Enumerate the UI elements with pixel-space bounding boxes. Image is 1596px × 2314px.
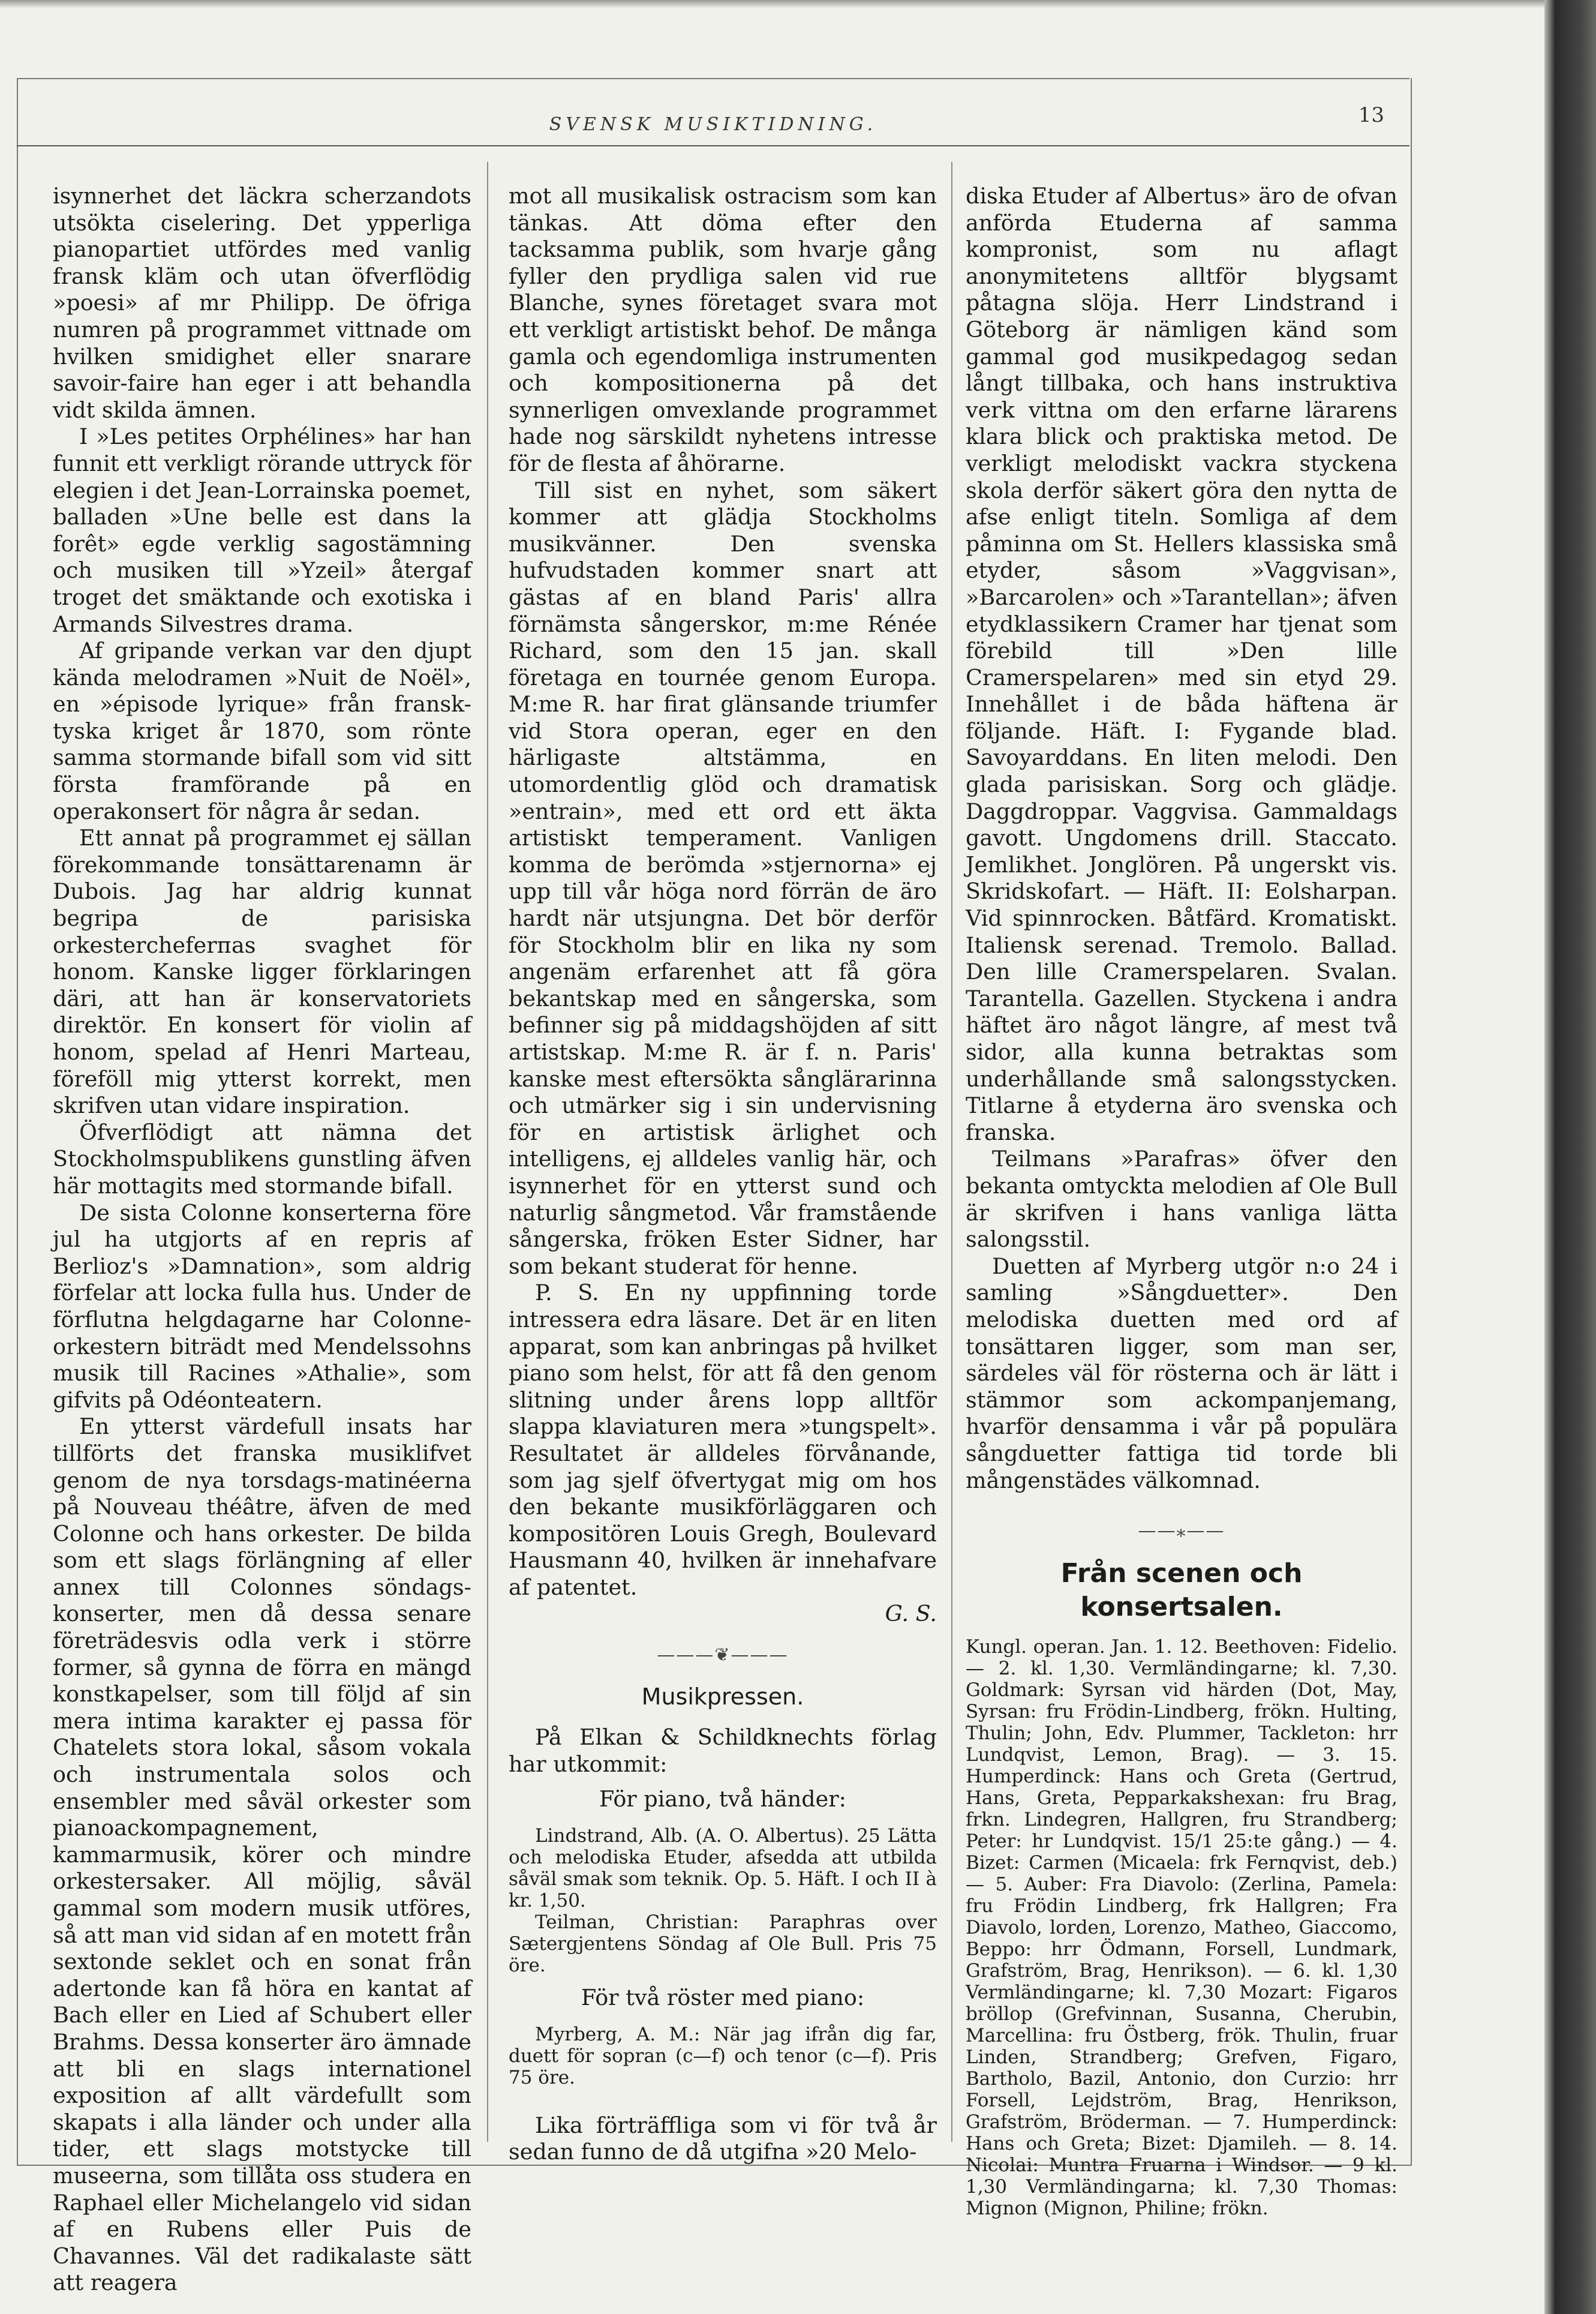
ornament-divider: ———❦——— (657, 1644, 789, 1666)
page-number: 13 (1358, 103, 1384, 127)
subhead-voices: För två röster med piano: (581, 1985, 865, 2011)
column-1 (53, 183, 471, 2297)
col3-paragraph-1: diska Etuder af Albertus» äro de ofvan anförda Etuderna af samma kompronist, som nu aflagt anonymitetens alltför blygsamt påtagna slöja. Herr Lindstrand i Göteborg är nämligen känd som gammal god musikpedagog sedan långt tillbaka, och hans instruktiva verk vittna om den erfarne lärarens klara blick och praktiska metod. De verkligt melodiskt vackra styckena skola derför säkert göra den nytta de afse enligt titeln. Somliga af dem påminna om St. Hellers klassiska små etyder, såsom »Vaggvisan», »Barcarolen» och »Tarantellan»; äfven etydklassikern Cramer har tjenat som förebild till »Den lille Cramerspelaren» med sin etyd 29. Innehållet i de båda häftena är följande. Häft. I: Fygande blad. Savoyarddans. En liten melodi. Den glada parisiskan. Sorg och glädje. Daggdroppar. Vaggvisa. Gammaldags gavott. Ungdomens drill. Staccato. Jemlikhet. Jonglören. På ungerskt vis. Skridskofart. — Häft. II: Eolsharpan. Vid spinnrocken. Båtfärd. Kromatiskt. Italiensk serenad. Tremolo. Ballad. Den lille Cramerspelaren. Svalan. Tarantella. Gazellen. Styckena i andra häftet äro något längre, af mest två sidor, alla kunna betraktas som underhållande små salongsstycken. Titlarne å etyderna äro svenska och franska. (966, 183, 1397, 1145)
col1-paragraph-3: Af gripande verkan var den djupt kända melodramen »Nuit de Noël», en »épisode lyrique» från fransk-tyska kriget år 1870, som rönte sammа stormande bifall som vid sitt första framförande på en operakonsert för några år sedan. (53, 638, 471, 824)
col1-paragraph-7: En ytterst värdefull insats har tillförts det franska musiklifvet genom de nya torsdags-matinéerna på Nouveau théâtre, äfven de med Colonne och hans orkester. De bilda som ett slags förlängning af eller annex till Colonnes söndags-konserter, men då dessa senare företrädesvis odla verk i större former, så gynna de förra en mängd konstkapelser, som till följd af sin mera intima karakter ej passa för Chatelets stora lokal, såsom vokala och instrumentala solos och ensembler med såväl orkester som pianoackompagnement, kammarmusik, körer och mindre orkestersaker. All möjlig, såväl gammal som modern musik utföres, så att man vid sidan af en motett från sextonde seklet och en sonat från adertonde kan få höra en kantat af Bach eller en Lied af Schubert eller Brahms. Dessa konserter äro ämnade att bli en slags internationel exposition af allt värdefullt som skapats i alla länder och under alla tider, ett slags motstycke till museerna, som tillåta oss studera en Raphael eller Michelangelo vid sidan af en Rubens eller Puis de Chavannes. Väl det radikalaste sätt att reagera (53, 1413, 471, 2296)
col1-paragraph-4: Ett annat på programmet ej sällan förekommande tonsättarenamn är Dubois. Jag har aldrig kunnat begripa de parisiska orkestercheferпas svaghet för honom. Kanske ligger förklaringen däri, att han är konservatoriets direktör. En konsert för violin af honom, spelad af Henri Marteau, föreföll mig ytterst korrekt, men skrifven utan vidare inspiration. (53, 825, 471, 1119)
musikpressen-intro: På Elkan & Schildknechts förlag har utkommit: (509, 1724, 937, 1777)
column-3 (966, 183, 1397, 2219)
subhead-piano: För piano, två händer: (599, 1786, 846, 1812)
col2-paragraph-2: Till sist en nyhet, som säkert kommer att glädja Stockholms musikvänner. Den svenska hufvudstaden kommer snart att gästas af en bland Paris' allra förnämsta sångerskor, m:me Rénée Richard, som den 15 jan. skall företaga en tournée genom Europa. M:me R. har firat glänsande triumfer vid Stora operan, eger en den härligaste altstämma, en utomordentlig glöd och dramatisk »entrain», med ett ord ett äkta artistiskt temperament. Vanligen komma de berömda »stjernorna» ej upp till vår höga nord förrän de äro hardt när utsjungna. Det bör derför för Stockholm blir en lika ny som angenäm erfarenhet att få göra bekantskap med en sångerska, som befinner sig på middagshöjden af sitt artistskap. M:me R. är f. n. Paris' kanske mest eftersökta sånglärarinna och utmärker sig i sin undervisning för en artistisk ärlighet och intelligens, ej alldeles vanlig här, och isynnerhet för en ytterst sund och naturlig sångmetod. Vår framstående sångerska, fröken Ester Sidner, har som bekant studerat för henne. (509, 477, 937, 1279)
section-title-musikpressen: Musikpressen. (641, 1683, 804, 1710)
column-rule-2 (951, 162, 952, 2142)
col1-paragraph-5: Öfverflödigt att nämna det Stockholmspublikens gunstling äfven här mottagits med stormande bifall. (53, 1119, 471, 1199)
publication-entry: Teilman, Christian: Paraphras over Sætergjentens Söndag af Ole Bull. Pris 75 öre. (509, 1911, 937, 1977)
opera-listing: Kungl. operan. Jan. 1. 12. Beethoven: Fidelio. — 2. kl. 1,30. Vermländingarne; kl. 7,30. Goldmark: Syrsan vid härden (Dot, May, Syrsan: fru Frödin-Lindberg, frökn. Hulting, Thulin; John, Edv. Plummer, Tackleton: hrr Lundqvist, Lemon, Brag). — 3. 15. Humperdinck: Hans och Greta (Gertrud, Hans, Greta, Pepparkakshexan: fru Brag, frkn. Lindegren, Hallgren, fru Strandberg; Peter: hr Lundqvist. 15/1 25:te gång.) — 4. Bizet: Carmen (Micaela: frk Fernqvist, deb.) — 5. Auber: Fra Diavolo: (Zerlina, Pamela: fru Frödin Lindberg, frk Hallgren; Fra Diavolo, lorden, Lorenzo, Matheo, Giaccomo, Beppo: hrr Ödmann, Forsell, Lundmark, Grafström, Brag, Henrikson). — 6. kl. 1,30 Vermländingarne; kl. 7,30 Mozart: Figaros bröllop (Grefvinnan, Susanna, Cherubin, Marcellina: fru Östberg, frök. Thulin, fruar Linden, Strandberg; Grefven, Figaro, Bartholo, Bazil, Antonio, don Curzio: hrr Forsell, Lejdström, Brag, Henrikson, Grafström, Bröderman. — 7. Humperdinck: Hans och Greta; Bizet: Djamileh. — 8. 14. Nicolai: Muntra Fruarna i Windsor. — 9 kl. 1,30 Vermländingarna; kl. 7,30 Thomas: Mignon (Mignon, Philine; frökn. (966, 1635, 1397, 2219)
col1-paragraph-2: I »Les petites Orphélines» har han funnit ett verkligt rörande uttryck för elegien i det Jean-Lorrainska poemet, balladen »Une belle est dans la forêt» egde verklig sagostämning och musiken till »Yzeil» återgaf troget det smäktande och exotiska i Armands Silvestres drama. (53, 424, 471, 637)
signature: G. S. (885, 1601, 937, 1627)
col1-paragraph-6: De sista Colonne konserterna före jul ha utgjorts af en repris af Berlioz's »Damnation», som aldrig förfelar att locka fulla hus. Under de förflutna helgdagarne har Colonne-orkestern biträdt med Mendelssohns musik till Racines »Athalie», som gifvits på Odéonteatern. (53, 1199, 471, 1413)
ornament-divider: ——⁎—— (1138, 1520, 1225, 1542)
publication-entry: Myrberg, A. M.: När jag ifrån dig far, duett för sopran (c—f) och tenor (c—f). Pris 75 öre. (509, 2023, 937, 2088)
running-head (17, 78, 1409, 146)
col2-paragraph-1: mot all musikalisk ostracism som kan tänkas. Att döma efter den tacksamma publik, som hvarje gång fyller den prydliga salen vid rue Blanche, synes företaget svara mot ett verkligt artistiskt behof. De många gamla och egendomliga instrumenten och kompositionerna på det synnerligen omvexlande programmet hade nog särskildt nyhetens intresse för de flesta af åhörarne. (509, 183, 937, 476)
col1-paragraph-1: isynnerhet det läckra scherzandots utsökta ciselering. Det ypperliga pianopartiet utfördes med vanlig fransk kläm och utan öfverflödig »poesi» af mr Philipp. De öfriga numren på programmet vittnade om hvilken smidighet eller snarare savoir-faire han eger i att behandla vidt skilda ämnen. (53, 183, 471, 423)
running-title: SVENSK MUSIKTIDNING. (549, 114, 877, 135)
col2-paragraph-4: Lika förträffliga som vi för två år sedan funno de då utgifna »20 Melo- (509, 2112, 937, 2165)
col2-paragraph-3: P. S. En ny uppfinning torde intressera edra läsare. Det är en liten apparat, som kan anbringas på hvilket piano som helst, för att få den genom slitning under årens lopp alltför slappa klaviaturen mera »tungspelt». Resultatet är alldeles förvånande, som jag sjelf öfvertygat mig om hos den bekante musikförläggaren och kompositören Louis Gregh, Boulevard Hausmann 40, hvilken är innehafvare af patentet. (509, 1280, 937, 1600)
col3-paragraph-3: Duetten af Myrberg utgör n:o 24 i samling »Sångduetter». Den melodiska duetten med ord af tonsättaren ligger, som man ser, särdeles väl för rösterna och är lätt i stämmor som ackompanjemang, hvarför densamma i vår på populära sångduetter fattiga tid torde bli mångenstädes välkomnad. (966, 1253, 1397, 1493)
page-top-edge (0, 0, 1544, 8)
column-rule-1 (487, 162, 488, 2142)
col3-paragraph-2: Teilmans »Parafras» öfver den bekanta omtyckta melodien af Ole Bull är skrifven i hans vanliga lätta salongsstil. (966, 1146, 1397, 1253)
publication-entry: Lindstrand, Alb. (A. O. Albertus). 25 Lätta och melodiska Etuder, afsedda att utbilda såväl smak som teknik. Op. 5. Häft. I och II à kr. 1,50. (509, 1825, 937, 1912)
column-2 (509, 183, 937, 2166)
page-binding-edge (1544, 0, 1596, 2314)
section-title-fran-scenen: Från scenen och konsertsalen. (1060, 1557, 1303, 1622)
